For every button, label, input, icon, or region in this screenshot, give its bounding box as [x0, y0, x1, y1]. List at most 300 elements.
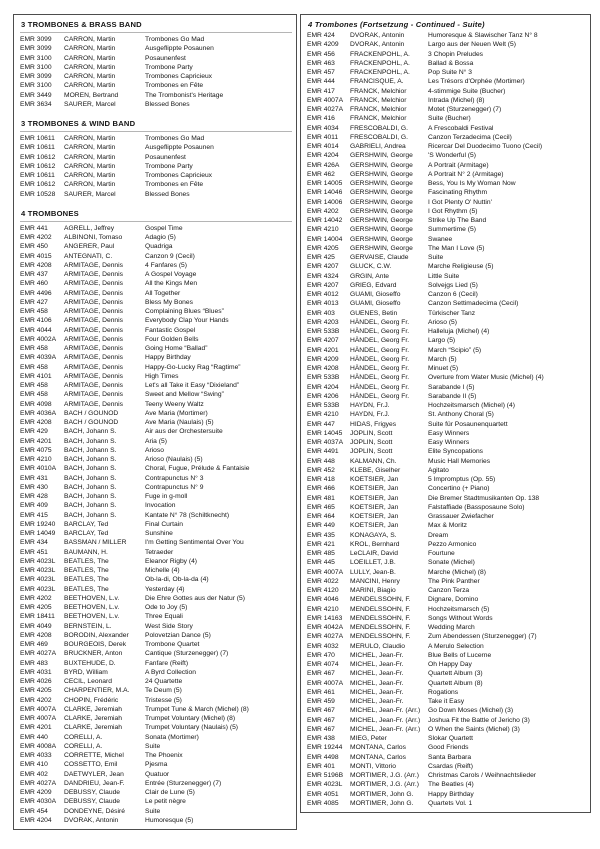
emr-code: EMR 464: [307, 513, 335, 520]
work-title: Air aus der Orchestersuite: [145, 428, 223, 436]
work-title: 'S Wonderful (5): [428, 152, 476, 160]
emr-code: EMR 401: [307, 762, 335, 770]
section-header-4-trombones-continued: 4 Trombones (Fortsetzung - Continued - Suite): [308, 20, 485, 29]
catalog-row: [307, 198, 586, 207]
section-4-trombones: [20, 207, 292, 825]
composer-name: GABRIELI, Andrea: [350, 143, 406, 150]
emr-code: EMR 4207: [307, 337, 339, 345]
emr-code: EMR 461: [307, 688, 335, 696]
composer-name: GUAMI, Gioseffo: [350, 300, 401, 308]
composer-name: ARMITAGE, Dennis: [64, 261, 123, 269]
composer-name: LeCLAIR, David: [350, 550, 398, 557]
composer-name: BACH, Johann S.: [64, 428, 117, 436]
catalog-row: [20, 696, 292, 705]
emr-code: EMR 14049: [20, 530, 56, 537]
composer-name: KOETSIER, Jan: [350, 485, 399, 493]
composer-name: LULLY, Jean-B.: [350, 568, 396, 576]
composer-name: HÄNDEL, Georg Fr.: [350, 365, 410, 372]
emr-code: EMR 4011: [307, 133, 339, 141]
work-title: Canzon 9 (Cecil): [145, 252, 195, 260]
composer-name: ARMITAGE, Dennis: [64, 345, 123, 352]
work-title: Eleanor Rigby (4): [145, 557, 198, 565]
work-title: Elite Syncopations: [428, 448, 484, 456]
work-title: Happy Birthday: [145, 354, 191, 362]
composer-name: FRANCK, Melchior: [350, 106, 407, 113]
right-column-box: [300, 14, 591, 813]
work-title: 3 Chopin Preludes: [428, 50, 484, 58]
composer-name: COSSETTO, Emil: [64, 761, 118, 769]
work-title: Adagio (5): [145, 234, 176, 241]
composer-name: BYRD, William: [64, 668, 108, 676]
composer-name: GERSHWIN, George: [350, 235, 413, 243]
composer-name: BACH, Johann S.: [64, 483, 117, 491]
catalog-row: [20, 307, 292, 316]
catalog-row: [20, 557, 292, 566]
composer-name: JOPLIN, Scott: [350, 439, 393, 446]
emr-code: EMR 415: [20, 511, 48, 519]
emr-code: EMR 4027A: [307, 106, 344, 113]
emr-code: EMR 533B: [307, 402, 340, 409]
emr-code: EMR 10612: [20, 153, 56, 161]
section-3-trombones-wind-band: [20, 117, 292, 199]
work-title: Blue Bells of Lucerne: [428, 651, 492, 659]
catalog-row: [307, 512, 586, 521]
work-title: Quartets Vol. 1: [428, 799, 473, 807]
catalog-row: [307, 586, 586, 595]
composer-name: HÄNDEL, Georg Fr.: [350, 337, 410, 345]
catalog-row: [20, 566, 292, 575]
composer-name: ARMITAGE, Dennis: [64, 391, 123, 399]
emr-code: EMR 4030A: [20, 798, 57, 806]
work-title: Hochzeitsmarsch (5): [428, 605, 490, 613]
composer-name: CHOPIN, Frédéric: [64, 696, 119, 704]
emr-code: EMR 4008A: [20, 742, 57, 750]
composer-name: BEATLES, The: [64, 576, 109, 584]
catalog-row: [307, 299, 586, 308]
work-title: All the Kings Men: [145, 280, 198, 288]
emr-code: EMR 4046: [307, 596, 339, 604]
composer-name: GUAMI, Gioseffo: [350, 291, 401, 298]
work-title: Tetraeder: [145, 548, 174, 556]
catalog-rows-4-trombones-continued: [307, 31, 586, 808]
emr-code: EMR 4210: [20, 456, 52, 463]
catalog-row: [20, 363, 292, 372]
catalog-row: [20, 372, 292, 381]
composer-name: MERULO, Claudio: [350, 642, 406, 650]
catalog-row: [307, 401, 586, 410]
composer-name: BACH, Johann S.: [64, 493, 117, 500]
composer-name: GERSHWIN, George: [350, 170, 413, 178]
catalog-row: [307, 364, 586, 373]
composer-name: MORTIMER, J.G. (Arr.): [350, 781, 419, 789]
work-title: Happy Birthday: [428, 790, 474, 798]
catalog-row: [307, 642, 586, 651]
work-title: Sonata (Mortimer): [145, 733, 199, 741]
catalog-row: [307, 244, 586, 253]
emr-code: EMR 4023L: [20, 557, 56, 565]
composer-name: FRANCK, Melchior: [350, 96, 407, 104]
work-title: Good Friends: [428, 744, 469, 752]
catalog-rows-wind-band: [20, 134, 292, 199]
emr-code: EMR 4324: [307, 272, 339, 280]
emr-code: EMR 427: [20, 298, 48, 306]
catalog-row: [20, 594, 292, 603]
emr-code: EMR 4007A: [307, 96, 344, 104]
composer-name: CORRETTE, Michel: [64, 752, 124, 759]
catalog-row: [20, 464, 292, 473]
catalog-row: [307, 623, 586, 632]
emr-code: EMR 4033: [20, 752, 52, 759]
work-title: Pjesma: [145, 761, 168, 769]
composer-name: BASSMAN / MILLER: [64, 539, 127, 547]
work-title: March (5): [428, 355, 457, 363]
work-title: Motet (Sturzenegger) (7): [428, 106, 502, 113]
emr-code: EMR 4106: [20, 317, 52, 325]
emr-code: EMR 4208: [20, 631, 52, 639]
work-title: Songs Without Words: [428, 614, 493, 622]
composer-name: FRANCK, Melchior: [350, 87, 407, 95]
work-title: Sweet and Mellow “Swing”: [145, 391, 224, 399]
work-title: Fantastic Gospel: [145, 326, 196, 334]
work-title: Slokar Quartett: [428, 735, 473, 742]
emr-code: EMR 431: [20, 474, 48, 482]
emr-code: EMR 463: [307, 59, 335, 67]
work-title: Let's all Take it Easy “Dixieland”: [145, 382, 240, 389]
work-title: Trombones Capricieux: [145, 172, 213, 179]
composer-name: DONDEYNE, Désiré: [64, 807, 125, 815]
emr-code: EMR 3634: [20, 100, 52, 108]
emr-code: EMR 4026: [20, 678, 52, 685]
catalog-row: [20, 298, 292, 307]
emr-code: EMR 4085: [307, 799, 339, 807]
emr-code: EMR 4012: [307, 291, 339, 298]
composer-name: BARCLAY, Ted: [64, 520, 109, 528]
catalog-row: [20, 575, 292, 584]
emr-code: EMR 4491: [307, 448, 339, 456]
catalog-row: [307, 466, 586, 475]
composer-name: CARRON, Martin: [64, 54, 116, 62]
work-title: A Merulo Selection: [428, 642, 484, 650]
work-title: Grassauer Zwiefacher: [428, 513, 494, 520]
emr-code: EMR 458: [20, 391, 48, 399]
composer-name: FRACKENPOHL, A.: [350, 69, 410, 76]
catalog-row: [20, 714, 292, 723]
work-title: Suite: [145, 742, 161, 750]
work-title: Minuet (5): [428, 365, 459, 372]
catalog-row: [307, 235, 586, 244]
work-title: Dream: [428, 531, 449, 539]
section-3-trombones-brass-band: [20, 18, 292, 109]
emr-code: EMR 445: [307, 559, 335, 567]
catalog-row: [20, 353, 292, 362]
composer-name: CORELLI, A.: [64, 742, 103, 750]
emr-code: EMR 4202: [20, 594, 52, 602]
emr-code: EMR 467: [307, 670, 335, 678]
catalog-row: [307, 346, 586, 355]
catalog-row: [20, 143, 292, 152]
catalog-row: [307, 50, 586, 59]
catalog-row: [20, 779, 292, 788]
composer-name: BEETHOVEN, L.v.: [64, 613, 120, 621]
work-title: Arioso (5): [428, 318, 457, 326]
catalog-row: [20, 686, 292, 695]
composer-name: CARRON, Martin: [64, 63, 116, 71]
catalog-row: [307, 595, 586, 604]
emr-code: EMR 3099: [20, 45, 52, 53]
catalog-row: [307, 142, 586, 151]
catalog-row: [307, 568, 586, 577]
catalog-row: [307, 688, 586, 697]
work-title: A Portrait N° 2 (Armitage): [428, 170, 504, 178]
catalog-row: [307, 105, 586, 114]
catalog-row: [307, 790, 586, 799]
emr-code: EMR 451: [20, 548, 48, 556]
composer-name: MICHEL, Jean-Fr.: [350, 661, 404, 668]
composer-name: HÄNDEL, Georg Fr.: [350, 392, 410, 400]
emr-code: EMR 4202: [20, 696, 52, 704]
emr-code: EMR 485: [307, 550, 335, 557]
emr-code: EMR 4498: [307, 753, 339, 761]
composer-name: ARMITAGE, Dennis: [64, 335, 123, 343]
work-title: Clair de Lune (5): [145, 789, 195, 796]
work-title: A Portrait (Armitage): [428, 161, 489, 169]
composer-name: MENDELSSOHN, F.: [350, 633, 411, 641]
emr-code: EMR 4032: [307, 642, 339, 650]
emr-code: EMR 4209: [307, 355, 339, 363]
composer-name: FRANCK, Melchior: [350, 115, 407, 123]
composer-name: CARRON, Martin: [64, 36, 116, 43]
work-title: Sunshine: [145, 530, 173, 537]
work-title: Choral, Fugue, Prélude & Fantaisie: [145, 465, 250, 473]
composer-name: MANCINI, Henry: [350, 577, 400, 585]
work-title: Ode to Joy (5): [145, 604, 188, 611]
composer-name: ARMITAGE, Dennis: [64, 382, 123, 389]
composer-name: FRESCOBALDI, G.: [350, 133, 408, 141]
work-title: Oh Happy Day: [428, 661, 472, 668]
emr-code: EMR 456: [307, 50, 335, 58]
composer-name: ARMITAGE, Dennis: [64, 363, 123, 371]
composer-name: BACH, Johann S.: [64, 465, 117, 473]
work-title: Dignare, Domino: [428, 596, 479, 604]
work-title: The Phoenix: [145, 752, 183, 759]
catalog-row: [307, 216, 586, 225]
composer-name: GERSHWIN, George: [350, 161, 413, 169]
catalog-row: [307, 59, 586, 68]
catalog-row: [20, 400, 292, 409]
composer-name: CARRON, Martin: [64, 82, 116, 90]
catalog-row: [307, 605, 586, 614]
emr-code: EMR 409: [20, 502, 48, 510]
emr-code: EMR 481: [307, 494, 335, 502]
catalog-row: [307, 124, 586, 133]
composer-name: ARMITAGE, Dennis: [64, 271, 123, 278]
composer-name: MICHEL, Jean-Fr.: [350, 688, 404, 696]
emr-code: EMR 533B: [307, 328, 340, 335]
catalog-row: [307, 281, 586, 290]
emr-code: EMR 458: [20, 308, 48, 315]
emr-code: EMR 469: [20, 641, 48, 648]
emr-code: EMR 4051: [307, 790, 339, 798]
emr-code: EMR 4204: [307, 383, 339, 391]
catalog-row: [20, 446, 292, 455]
emr-code: EMR 14163: [307, 614, 343, 622]
emr-code: EMR 4034: [307, 124, 339, 132]
emr-code: EMR 4023L: [20, 567, 56, 574]
composer-name: BORODIN, Alexander: [64, 631, 129, 639]
catalog-row: [307, 355, 586, 364]
work-title: Bess, You Is My Woman Now: [428, 180, 516, 187]
composer-name: HÄNDEL, Georg Fr.: [350, 383, 410, 391]
work-title: I'm Getting Sentimental Over You: [145, 539, 244, 547]
work-title: Halleluja (Michel) (4): [428, 328, 490, 335]
emr-code: EMR 4209: [307, 41, 339, 49]
emr-code: EMR 10611: [20, 144, 55, 152]
composer-name: BEETHOVEN, L.v.: [64, 594, 120, 602]
work-title: Three Equali: [145, 613, 183, 621]
work-title: Strike Up The Band: [428, 217, 487, 224]
composer-name: GERSHWIN, George: [350, 180, 413, 187]
composer-name: BOURGEOIS, Derek: [64, 641, 127, 648]
catalog-row: [20, 335, 292, 344]
work-title: Wedding March: [428, 624, 475, 631]
work-title: Hochzeitsmarsch (Michel) (4): [428, 402, 515, 409]
work-title: Die Ehre Gottes aus der Natur (5): [145, 594, 245, 602]
catalog-rows-4-trombones: [20, 224, 292, 825]
composer-name: MICHEL, Jean-Fr. (Arr.): [350, 707, 421, 715]
section-header-4-trombones: 4 TROMBONES: [20, 207, 292, 222]
composer-name: BACH, Johann S.: [64, 437, 117, 445]
emr-code: EMR 4202: [20, 234, 52, 241]
catalog-row: [307, 503, 586, 512]
work-title: 24 Quartette: [145, 678, 183, 685]
composer-name: MICHEL, Jean-Fr.: [350, 698, 404, 705]
emr-code: EMR 4007A: [307, 679, 344, 687]
catalog-row: [307, 716, 586, 725]
composer-name: CECIL, Leonard: [64, 678, 112, 685]
catalog-row: [20, 529, 292, 538]
catalog-row: [20, 418, 292, 427]
work-title: Trombones en Fête: [145, 82, 204, 90]
catalog-row: [307, 318, 586, 327]
emr-code: EMR 4210: [307, 226, 339, 234]
work-title: Türkischer Tanz: [428, 309, 476, 317]
work-title: Fascinating Rhythm: [428, 189, 488, 197]
catalog-row: [307, 447, 586, 456]
catalog-row: [20, 289, 292, 298]
emr-code: EMR 5196B: [307, 772, 344, 779]
work-title: Trombones en Fête: [145, 181, 204, 189]
composer-name: CARRON, Martin: [64, 45, 116, 53]
catalog-row: [307, 558, 586, 567]
work-title: Kantate N° 78 (Schiltknecht): [145, 511, 230, 519]
catalog-row: [20, 261, 292, 270]
work-title: Sarabande I (5): [428, 383, 475, 391]
catalog-row: [307, 253, 586, 262]
catalog-row: [307, 651, 586, 660]
catalog-row: [20, 816, 292, 825]
emr-code: EMR 421: [307, 540, 335, 548]
emr-code: EMR 470: [307, 651, 335, 659]
work-title: Suite (Bucher): [428, 115, 471, 123]
composer-name: CARRON, Martin: [64, 162, 116, 170]
emr-code: EMR 4205: [20, 687, 52, 695]
catalog-row: [307, 669, 586, 678]
composer-name: BERNSTEIN, L.: [64, 622, 112, 630]
composer-name: DANDRIEU, Jean-F.: [64, 779, 125, 787]
work-title: Swanee: [428, 235, 453, 243]
emr-code: EMR 435: [307, 531, 335, 539]
catalog-row: [307, 290, 586, 299]
composer-name: JOPLIN, Scott: [350, 448, 393, 456]
work-title: Ausgeflippte Posaunen: [145, 45, 214, 53]
composer-name: HAYDN, Fr.J.: [350, 411, 390, 419]
work-title: Marche (Michel) (8): [428, 568, 486, 576]
work-title: Trombone Quartet: [145, 641, 200, 648]
emr-code: EMR 467: [307, 725, 335, 733]
work-title: Yesterday (4): [145, 585, 185, 593]
emr-code: EMR 10611: [20, 135, 55, 142]
work-title: Contrapunctus N° 3: [145, 474, 204, 482]
emr-code: EMR 3099: [20, 73, 52, 80]
work-title: Sonate (Michel): [428, 559, 475, 567]
catalog-row: [20, 279, 292, 288]
emr-code: EMR 457: [307, 69, 335, 76]
catalog-row: [307, 429, 586, 438]
composer-name: GERSHWIN, George: [350, 207, 413, 215]
composer-name: BARCLAY, Ted: [64, 530, 109, 537]
emr-code: EMR 14042: [307, 217, 343, 224]
work-title: All Together: [145, 289, 181, 297]
catalog-row: [20, 501, 292, 510]
emr-code: EMR 467: [307, 707, 335, 715]
composer-name: DVORAK, Antonin: [350, 32, 405, 39]
work-title: Quartett Album (3): [428, 670, 483, 678]
work-title: Csardas (Reift): [428, 762, 473, 770]
composer-name: CARRON, Martin: [64, 73, 116, 80]
composer-name: GUENES, Betin: [350, 309, 398, 317]
emr-code: EMR 4023L: [20, 576, 56, 584]
emr-code: EMR 458: [20, 345, 48, 352]
catalog-row: [20, 677, 292, 686]
emr-code: EMR 10612: [20, 162, 56, 170]
emr-code: EMR 4208: [307, 365, 339, 372]
catalog-row: [307, 31, 586, 40]
composer-name: SAURER, Marcel: [64, 100, 116, 108]
catalog-row: [307, 540, 586, 549]
composer-name: BACH, Johann S.: [64, 446, 117, 454]
work-title: Easy Winners: [428, 439, 470, 446]
catalog-row: [20, 134, 292, 143]
work-title: Teeny Weeny Waltz: [145, 400, 204, 408]
emr-code: EMR 3100: [20, 63, 52, 71]
work-title: 5 Impromptus (Op. 55): [428, 476, 496, 483]
emr-code: EMR 4042A: [307, 624, 344, 631]
work-title: The Pink Panther: [428, 577, 480, 585]
composer-name: ARMITAGE, Dennis: [64, 317, 123, 325]
composer-name: MICHEL, Jean-Fr.: [350, 651, 404, 659]
emr-code: EMR 447: [307, 420, 335, 428]
work-title: A Frescobaldi Festival: [428, 124, 494, 132]
section-header-wind-band: 3 TROMBONES & WIND BAND: [20, 117, 292, 132]
emr-code: EMR 14004: [307, 235, 343, 243]
catalog-row: [307, 706, 586, 715]
work-title: Le petit nègre: [145, 798, 186, 806]
composer-name: BAUMANN, H.: [64, 548, 108, 556]
catalog-row: [20, 63, 292, 72]
emr-code: EMR 14005: [307, 180, 343, 187]
composer-name: ARMITAGE, Dennis: [64, 308, 123, 315]
catalog-row: [307, 77, 586, 86]
